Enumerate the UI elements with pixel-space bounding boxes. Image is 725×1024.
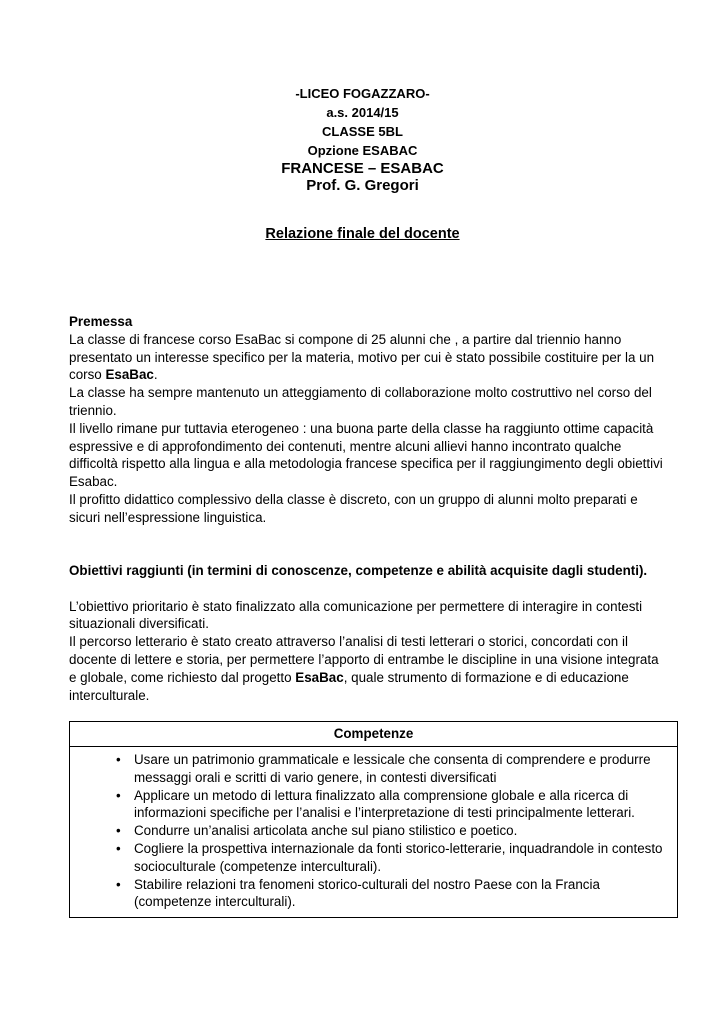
school-name: -LICEO FOGAZZARO- (295, 86, 430, 101)
list-item-text: Applicare un metodo di lettura finalizzato alla comprensione globale e alla ricerca di informazioni specifiche per l’analisi e l’interpretazione di testi principalmente letterari. (134, 787, 635, 821)
bullet-icon: • (116, 840, 121, 856)
bullet-icon: • (116, 823, 121, 839)
premessa-p1-end: . (153, 367, 158, 383)
bullet-icon: • (116, 787, 121, 803)
premessa-paragraph-4: Il profitto didattico complessivo della classe è discreto, con un gruppo di alunni molto preparati e sicuri nell’espressione linguistica. (69, 491, 638, 525)
obiettivi-section (69, 562, 669, 704)
obiettivi-p2-end: , quale strumento di formazione e di educazione interculturale. (69, 669, 629, 703)
premessa-heading: Premessa (69, 314, 133, 329)
obiettivi-heading: Obiettivi raggiunti (in termini di conoscenze, competenze e abilità acquisite dagli studenti). (69, 563, 648, 578)
option-name: Opzione ESABAC (307, 143, 418, 158)
competenze-table (69, 721, 678, 918)
list-item-text: Stabilire relazioni tra fenomeni storico-culturali del nostro Paese con la Francia (competenze interculturali). (134, 876, 600, 910)
premessa-p1-text: La classe di francese corso EsaBac si compone di 25 alunni che , a partire dal triennio hanno presentato un interesse specifico per la materia, motivo per cui è stato possibile costituire per la un corso (69, 331, 655, 383)
list-item (70, 787, 669, 823)
obiettivi-paragraph-1: L’obiettivo prioritario è stato finalizzato alla comunicazione per permettere di interagire in contesti situazionali diversificati. (69, 598, 643, 632)
list-item-text: Usare un patrimonio grammaticale e lessicale che consenta di comprendere e produrre messaggi orali e scritti di vario genere, in contesti diversificati (134, 752, 651, 785)
premessa-paragraph-2: La classe ha sempre mantenuto un atteggiamento di collaborazione molto costruttivo nel corso del triennio. (69, 385, 652, 418)
list-item (70, 822, 669, 840)
competenze-list (70, 747, 677, 917)
subject-name: FRANCESE – ESABAC (281, 160, 444, 177)
list-item (70, 840, 669, 876)
list-item (70, 876, 669, 912)
report-title: Relazione finale del docente (265, 226, 460, 242)
list-item-text: Cogliere la prospettiva internazionale da fonti storico-letterarie, inquadrandole in contesto socioculturale (competenze interculturali). (134, 840, 663, 874)
competenze-heading: Competenze (70, 722, 677, 747)
premessa-p1-bold: EsaBac (105, 367, 154, 383)
premessa-paragraph-3: Il livello rimane pur tuttavia eterogeneo : una buona parte della classe ha raggiunto ottime capacità espressive e di approfondimento dei contenuti, mentre alcuni allievi hanno incontrato qualche difficoltà rispetto alla lingua e alla metodologia francese specifica per il raggiungimento degli obiettivi Esabac. (69, 420, 663, 490)
premessa-section (69, 313, 669, 527)
document-header (0, 84, 725, 194)
teacher-name: Prof. G. Gregori (306, 177, 419, 194)
school-year: a.s. 2014/15 (326, 105, 399, 120)
bullet-icon: • (116, 876, 121, 892)
obiettivi-paragraph-2 (69, 633, 669, 704)
obiettivi-p2-bold: EsaBac (295, 669, 344, 685)
paragraph-gap (69, 580, 669, 598)
list-item (70, 751, 669, 787)
bullet-icon: • (116, 752, 121, 767)
list-item-text: Condurre un’analisi articolata anche sul piano stilistico e poetico. (134, 823, 518, 839)
obiettivi-p2-text: Il percorso letterario è stato creato attraverso l’analisi di testi letterari o storici, concordati con il docente di lettere e storia, per permettere l’apporto di entrambe le discipline in una visione integrata e globale, come richiesto dal progetto (69, 634, 659, 685)
class-name: CLASSE 5BL (322, 124, 403, 139)
premessa-paragraph-1 (69, 331, 669, 384)
